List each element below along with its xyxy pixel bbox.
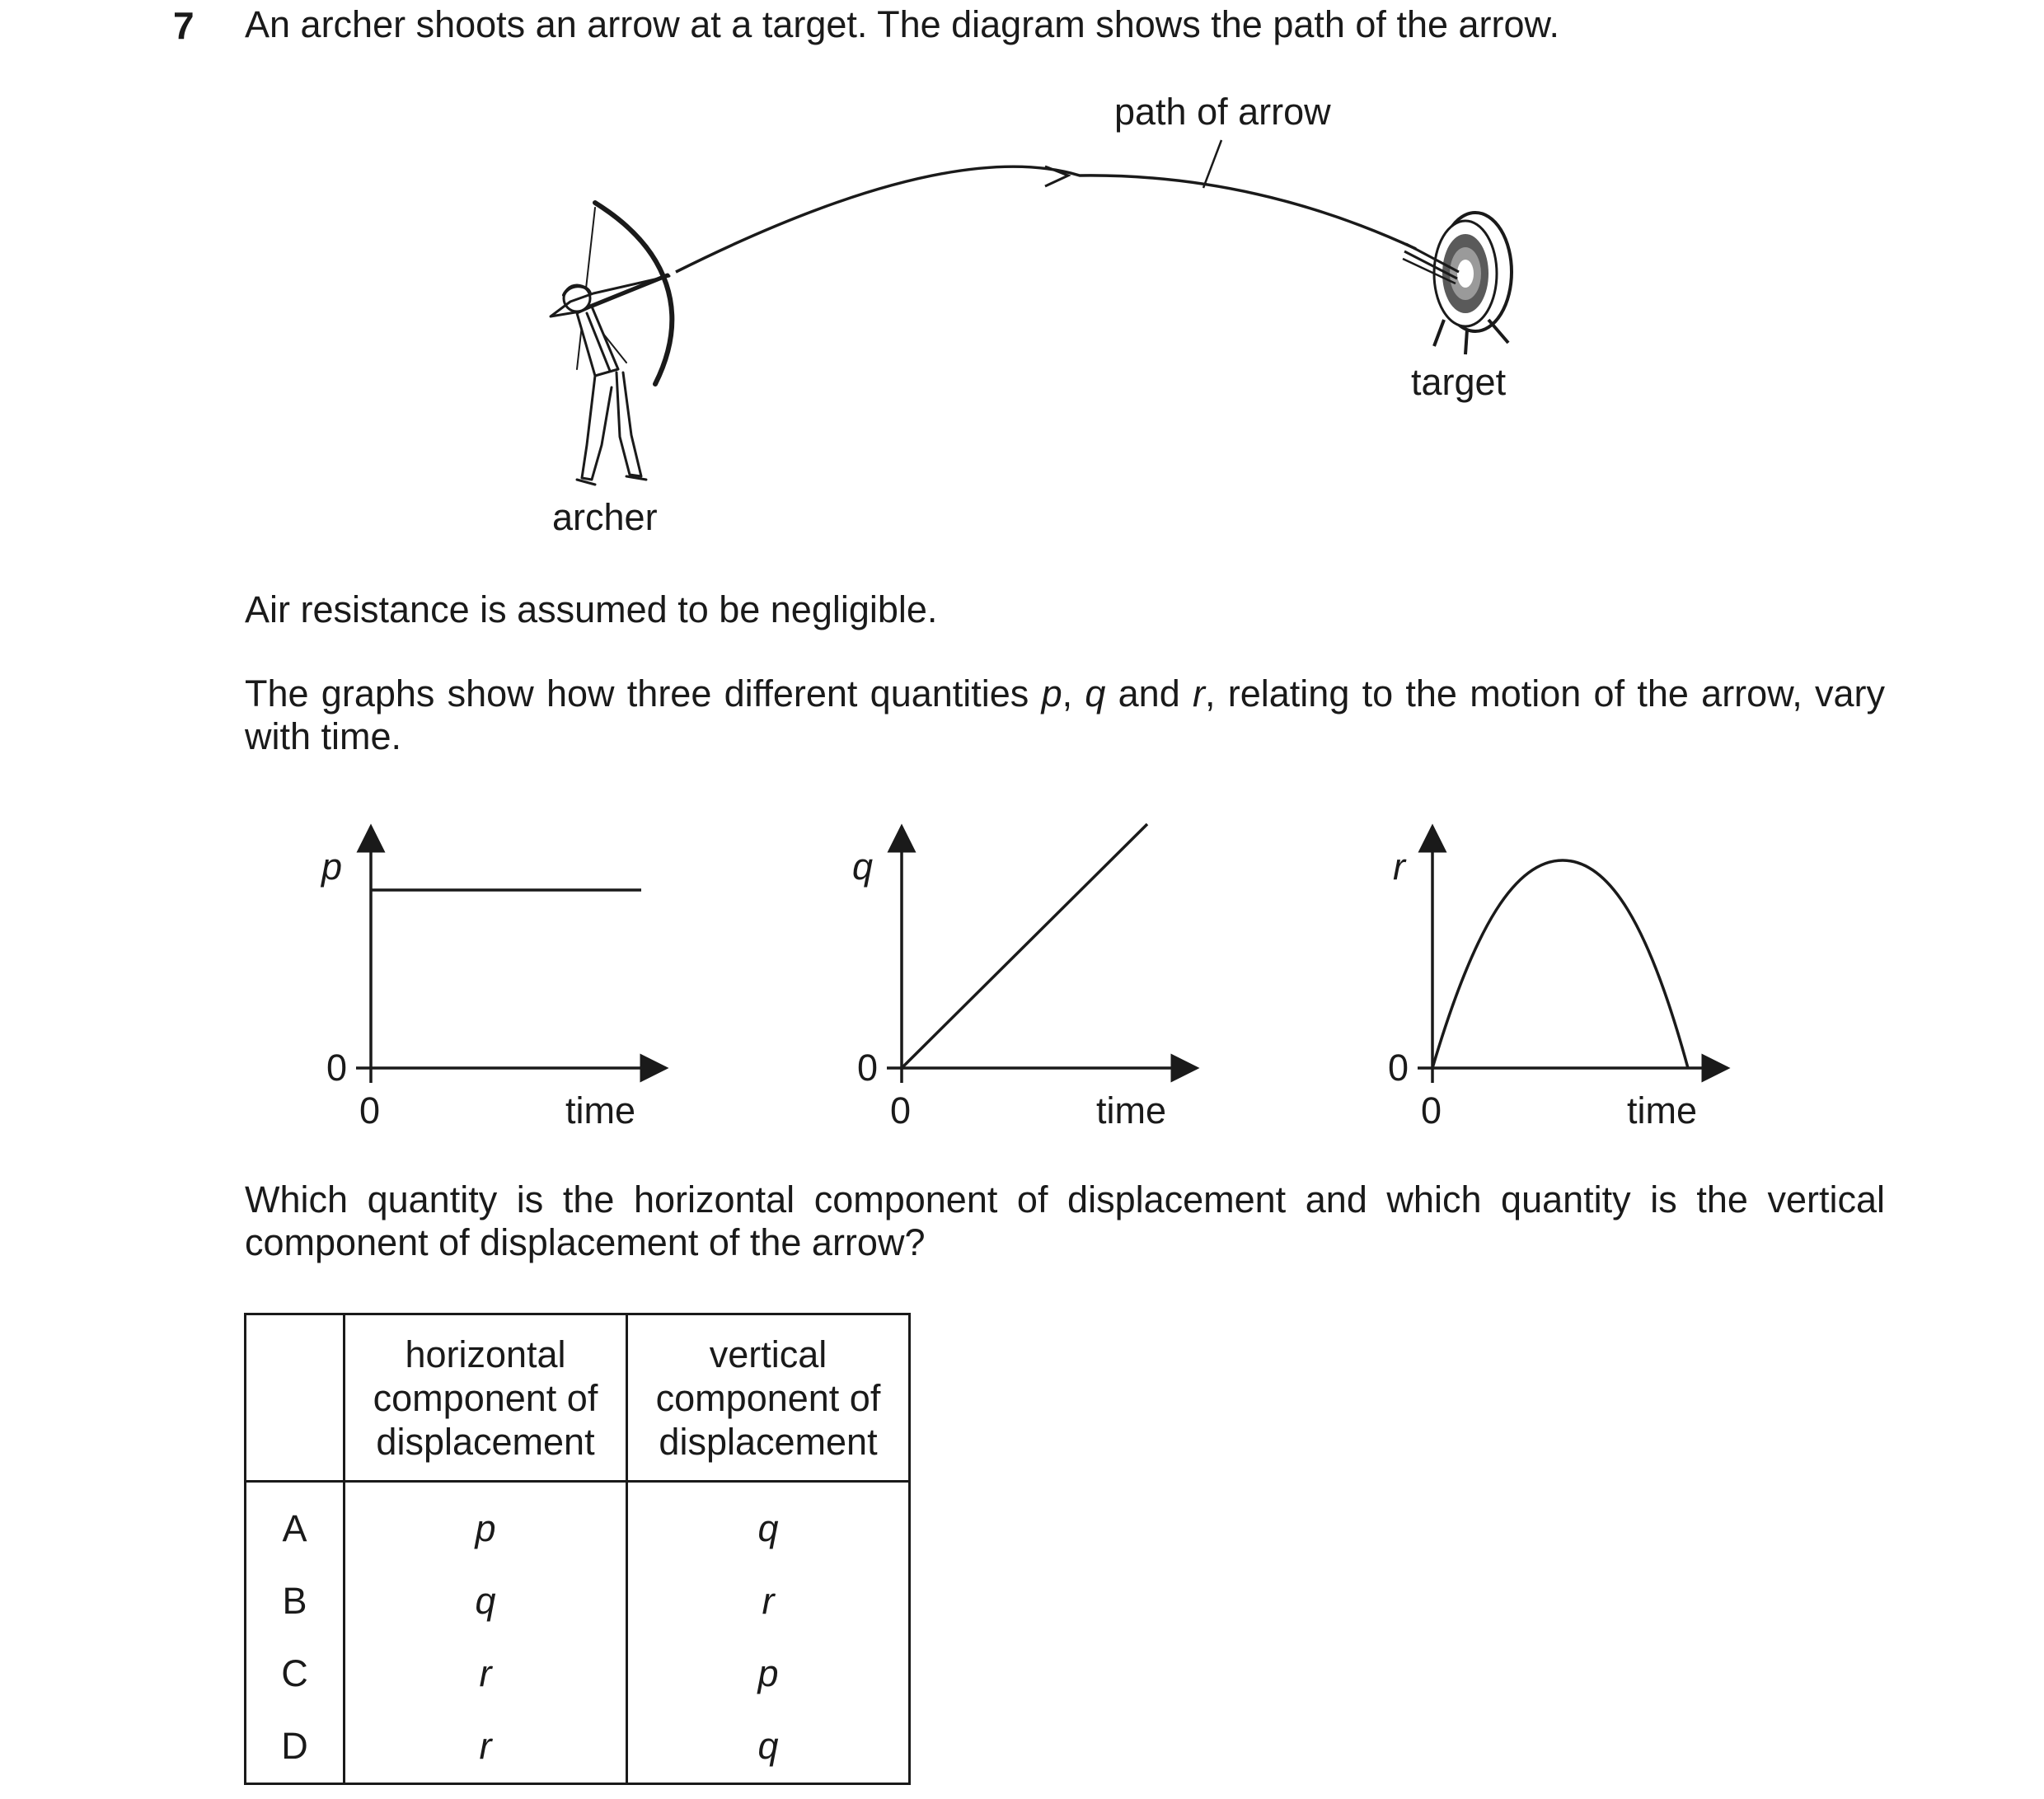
option-letter-d[interactable]: D — [246, 1710, 345, 1784]
table-row[interactable] — [246, 1637, 910, 1710]
graph-r — [1418, 827, 1728, 1083]
arrow-path-curve — [676, 166, 1416, 272]
graph-q — [887, 824, 1197, 1083]
graph-p-origin-y: 0 — [326, 1047, 348, 1089]
question-number: 7 — [173, 4, 195, 47]
archer-label: archer — [552, 496, 658, 538]
graph-p-ylabel: p — [321, 846, 343, 888]
var-r: r — [1193, 672, 1205, 714]
target-label: target — [1411, 361, 1507, 403]
graph-q-xlabel: time — [1096, 1089, 1167, 1131]
table-header-vertical: vertical component of displacement — [627, 1314, 910, 1482]
graph-q-origin-x: 0 — [890, 1089, 912, 1131]
table-header-option — [246, 1314, 345, 1482]
graph-p-xlabel: time — [565, 1089, 636, 1131]
option-letter-b[interactable]: B — [246, 1565, 345, 1637]
target-illustration — [1403, 213, 1512, 354]
answer-table — [244, 1313, 911, 1785]
archer-illustration — [551, 203, 672, 485]
vertical-value: p — [627, 1637, 910, 1710]
horizontal-value: p — [345, 1482, 627, 1566]
var-p: p — [1041, 672, 1062, 714]
vertical-value: q — [627, 1710, 910, 1784]
question-prompt: Which quantity is the horizontal component of displacement and which quantity is the vertical component of displacement of the arrow? — [245, 1178, 1885, 1263]
var-q: q — [1085, 672, 1106, 714]
horizontal-value: q — [345, 1565, 627, 1637]
horizontal-value: r — [345, 1637, 627, 1710]
graphs-intro-text: The graphs show how three different quantities p, q and r, relating to the motion of the arrow, vary with time. — [245, 672, 1885, 757]
path-label-leader — [1203, 140, 1221, 188]
option-letter-c[interactable]: C — [246, 1637, 345, 1710]
table-row[interactable] — [246, 1710, 910, 1784]
horizontal-value: r — [345, 1710, 627, 1784]
path-of-arrow-label: path of arrow — [1114, 91, 1331, 133]
graph-r-curve — [1432, 860, 1688, 1068]
vertical-value: r — [627, 1565, 910, 1637]
vertical-value: q — [627, 1482, 910, 1566]
graph-r-origin-y: 0 — [1388, 1047, 1409, 1089]
option-letter-a[interactable]: A — [246, 1482, 345, 1566]
graph-r-ylabel: r — [1393, 846, 1405, 888]
graph-p — [356, 827, 666, 1083]
graph-r-xlabel: time — [1627, 1089, 1698, 1131]
graph-q-curve — [902, 824, 1147, 1068]
question-intro: An archer shoots an arrow at a target. The diagram shows the path of the arrow. — [245, 3, 1560, 45]
table-row[interactable] — [246, 1482, 910, 1566]
table-row[interactable] — [246, 1565, 910, 1637]
graph-q-origin-y: 0 — [857, 1047, 879, 1089]
graph-p-origin-x: 0 — [359, 1089, 381, 1131]
assumption-text: Air resistance is assumed to be negligible. — [245, 588, 938, 630]
graph-r-origin-x: 0 — [1421, 1089, 1442, 1131]
graph-q-ylabel: q — [852, 846, 874, 888]
table-header-horizontal: horizontal component of displacement — [345, 1314, 627, 1482]
